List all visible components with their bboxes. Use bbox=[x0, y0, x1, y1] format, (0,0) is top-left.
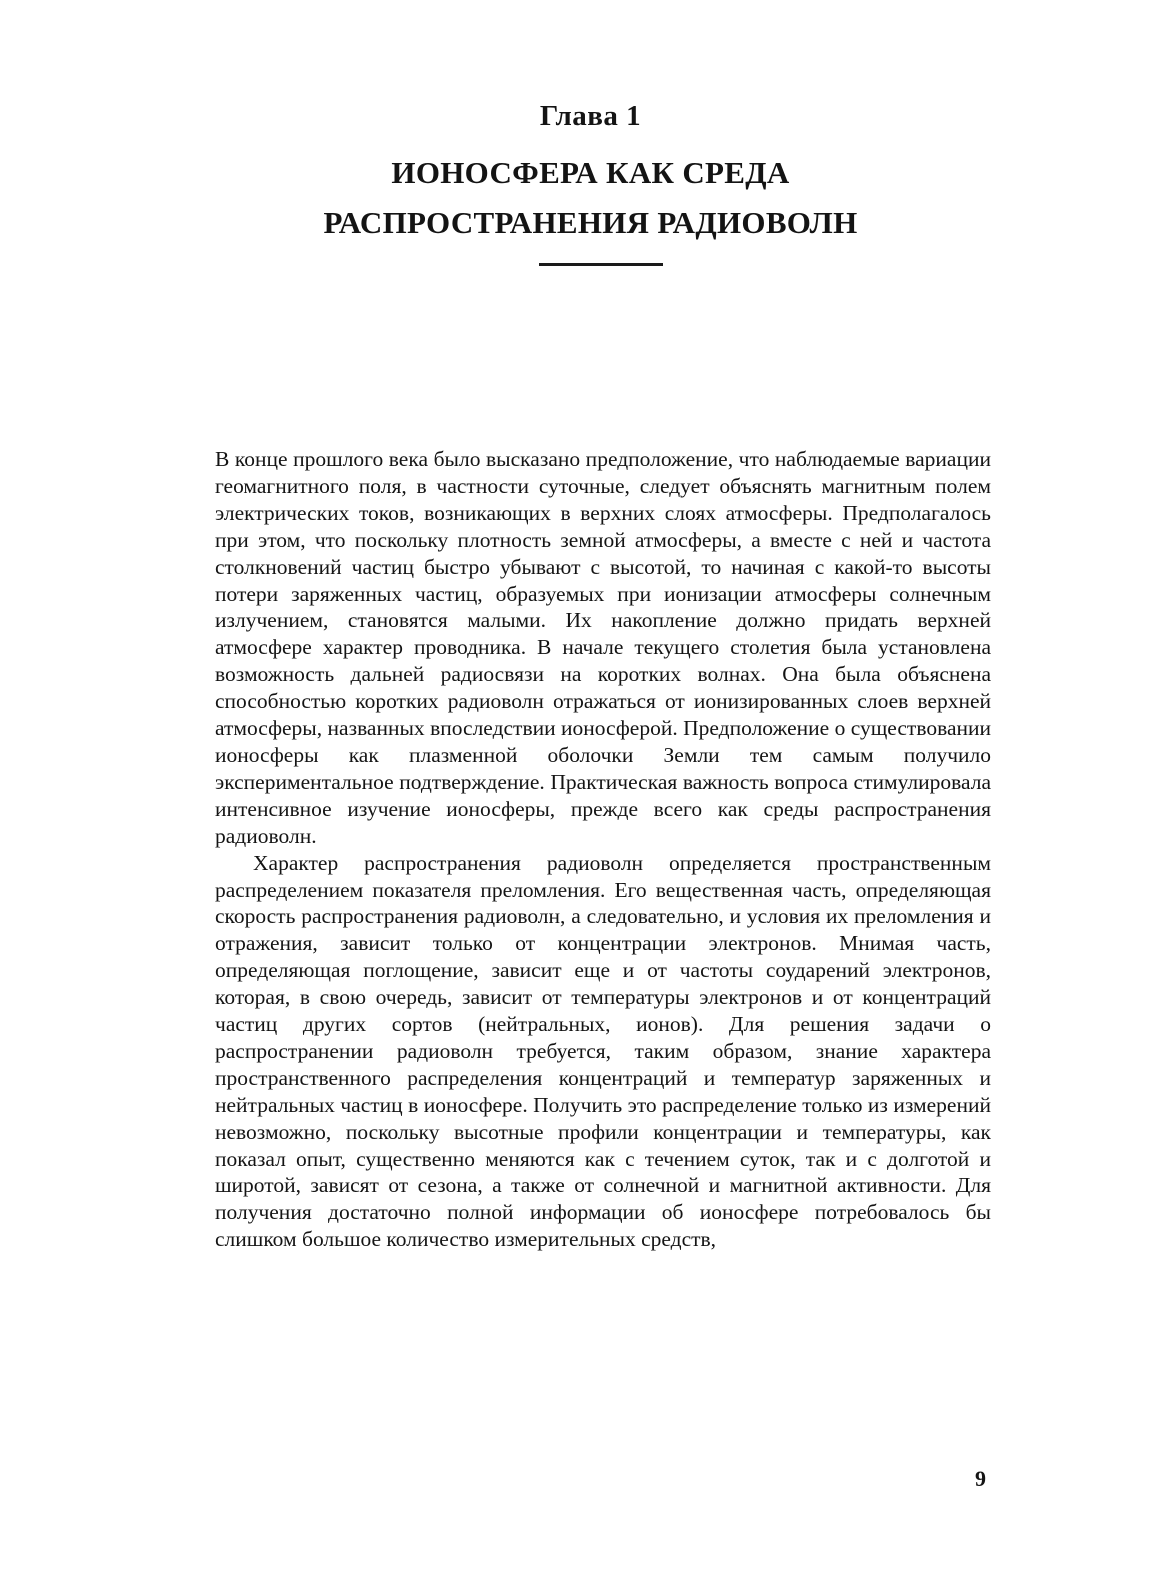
paragraph-2: Характер распространения радиоволн определяется пространственным распределением показателя преломления. Его вещественная часть, определяющая скорость распространения радиоволн, а следовательно, и условия их преломления и отражения, зависит только от концентрации электронов. Мнимая часть, определяющая поглощение, зависит еще и от частоты соударений электронов, которая, в свою очередь, зависит от температуры электронов и от концентраций частиц других сортов (нейтральных, ионов). Для решения задачи о распространении радиоволн требуется, таким образом, знание характера пространственного распределения концентраций и температур заряженных и нейтральных частиц в ионосфере. Получить это распределение только из измерений невозможно, поскольку высотные профили концентрации и температуры, как показал опыт, существенно меняются как с течением суток, так и с долготой и широтой, зависят от сезона, а также от солнечной и магнитной активности. Для получения достаточно полной информации об ионосфере потребовалось бы слишком большое количество измерительных средств, bbox=[215, 850, 991, 1252]
chapter-label: Глава 1 bbox=[539, 100, 642, 132]
body-text bbox=[215, 446, 991, 1253]
paragraph-1: В конце прошлого века было высказано предположение, что наблюдаемые вариации геомагнитного поля, в частности суточные, следует объяснять магнитным полем электрических токов, возникающих в верхних слоях атмосферы. Предполагалось при этом, что поскольку плотность земной атмосферы, а вместе с ней и частота столкновений частиц быстро убывают с высотой, то начиная с какой-то высоты потери заряженных частиц, образуемых при ионизации атмосферы солнечным излучением, становятся малыми. Их накопление должно придать верхней атмосфере характер проводника. В начале текущего столетия была установлена возможность дальней радиосвязи на коротких волнах. Она была объяснена способностью коротких радиоволн отражаться от ионизированных слоев верхней атмосферы, названных впоследствии ионосферой. Предположение о существовании ионосферы как плазменной оболочки Земли тем самым получило экспериментальное подтверждение. Практическая важность вопроса стимулировала интенсивное изучение ионосферы, прежде всего как среды распространения радиоволн. bbox=[215, 447, 991, 848]
title-divider bbox=[539, 263, 663, 266]
chapter-title-line-1: ИОНОСФЕРА КАК СРЕДА bbox=[391, 155, 790, 190]
chapter-title-line-2: РАСПРОСТРАНЕНИЯ РАДИОВОЛН bbox=[323, 205, 858, 240]
page-number: 9 bbox=[975, 1466, 986, 1491]
chapter-title bbox=[0, 148, 1163, 248]
